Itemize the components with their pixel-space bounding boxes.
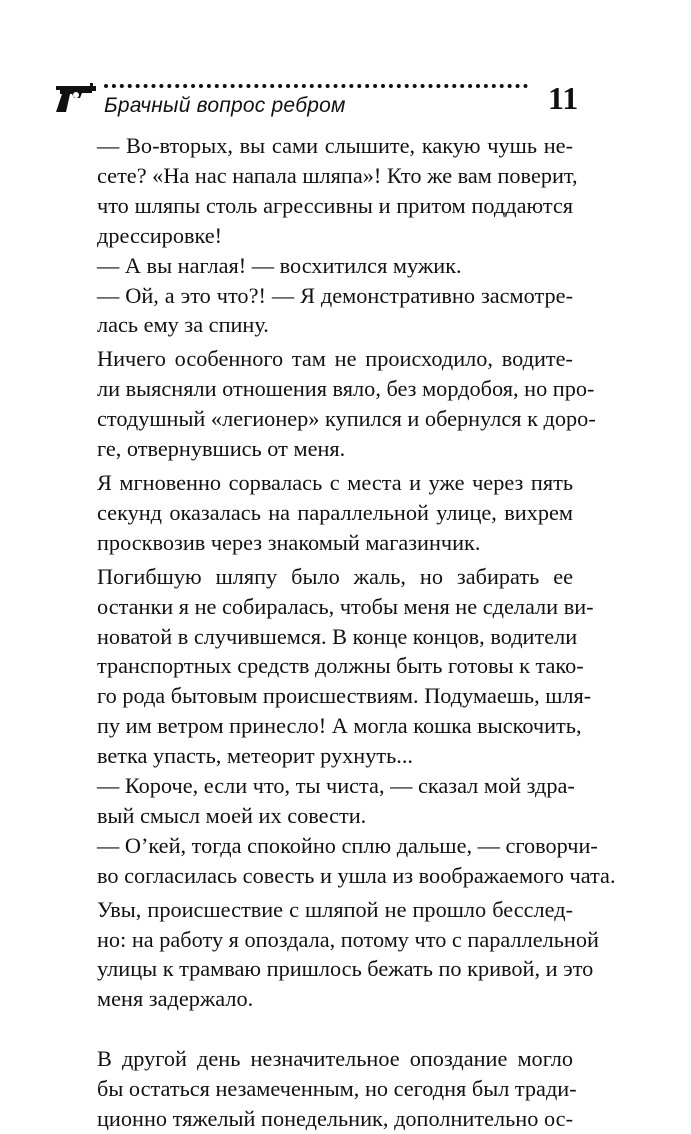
- text-line: ли выясняли отношения вяло, без мордобоя, но про-: [97, 376, 595, 402]
- text-line: ге, отвернувшись от меня.: [97, 436, 346, 462]
- running-title: Брачный вопрос ребром: [104, 94, 346, 117]
- paragraph: [97, 1044, 577, 1134]
- text-line: Ничего особенного там не происходило, водите-: [97, 346, 573, 372]
- text-line: Я мгновенно сорвалась с места и уже через пять: [97, 469, 573, 495]
- paragraph: [97, 831, 616, 891]
- text-line: новатой в случившемся. В конце концов, водители: [97, 623, 578, 649]
- text-line: — О’кей, тогда спокойно сплю дальше, — сговорчи-: [97, 832, 598, 858]
- text-line: во согласилась совесть и ушла из воображаемого чата.: [97, 862, 616, 888]
- text-line: дрессировке!: [97, 222, 223, 248]
- text-line: лась ему за спину.: [97, 312, 269, 338]
- paragraph: [97, 344, 596, 464]
- text-line: но: на работу я опоздала, потому что с параллельной: [97, 926, 599, 952]
- paragraph: [97, 251, 573, 281]
- text-line: — Короче, если что, ты чиста, — сказал мой здра-: [97, 773, 575, 799]
- text-line: ветка упасть, метеорит рухнуть...: [97, 743, 413, 769]
- revolver-icon: [52, 80, 100, 116]
- text-line: — Ой, а это что?! — Я демонстративно засмотре-: [97, 282, 573, 308]
- paragraph: [97, 468, 573, 558]
- text-line: секунд оказалась на параллельной улице, вихрем: [97, 499, 573, 525]
- paragraph: [97, 771, 573, 831]
- text-line: Увы, происшествие с шляпой не прошло бесслед-: [97, 896, 573, 922]
- text-line: что шляпы столь агрессивны и притом поддаются: [97, 192, 573, 218]
- paragraph: [97, 895, 599, 1015]
- text-line: просквозив через знакомый магазинчик.: [97, 529, 481, 555]
- text-line: останки я не собиралась, чтобы меня не сделали ви-: [97, 593, 594, 619]
- text-line: го рода бытовым происшествиям. Подумаешь, шля-: [97, 683, 592, 709]
- paragraph: [97, 131, 578, 251]
- text-line: транспортных средств должны быть готовы к тако-: [97, 653, 584, 679]
- text-line: бы остаться незамеченным, но сегодня был тради-: [97, 1076, 577, 1102]
- paragraph: [97, 562, 594, 771]
- text-line: пу им ветром принесло! А могла кошка выскочить,: [97, 713, 582, 739]
- text-line: меня задержало.: [97, 986, 254, 1012]
- text-line: — А вы наглая! — восхитился мужик.: [97, 252, 462, 278]
- text-line: улицы к трамваю пришлось бежать по кривой, и это: [97, 956, 594, 982]
- text-line: ционно тяжелый понедельник, дополнительно ос-: [97, 1106, 573, 1132]
- text-line: — Во-вторых, вы сами слышите, какую чушь не-: [97, 133, 573, 158]
- text-line: стодушный «легионер» купился и обернулся к доро-: [97, 406, 596, 432]
- page-header: [0, 0, 691, 130]
- text-line: В другой день незначительное опоздание могло: [97, 1046, 573, 1072]
- header-dotted-rule: [104, 84, 528, 88]
- text-line: сете? «На нас напала шляпа»! Кто же вам поверит,: [97, 162, 578, 188]
- page-number: 11: [548, 80, 579, 116]
- text-line: Погибшую шляпу было жаль, но забирать ее: [97, 563, 573, 589]
- paragraph: [97, 281, 573, 341]
- body-text: [97, 131, 616, 1134]
- text-line: вый смысл моей их совести.: [97, 802, 367, 828]
